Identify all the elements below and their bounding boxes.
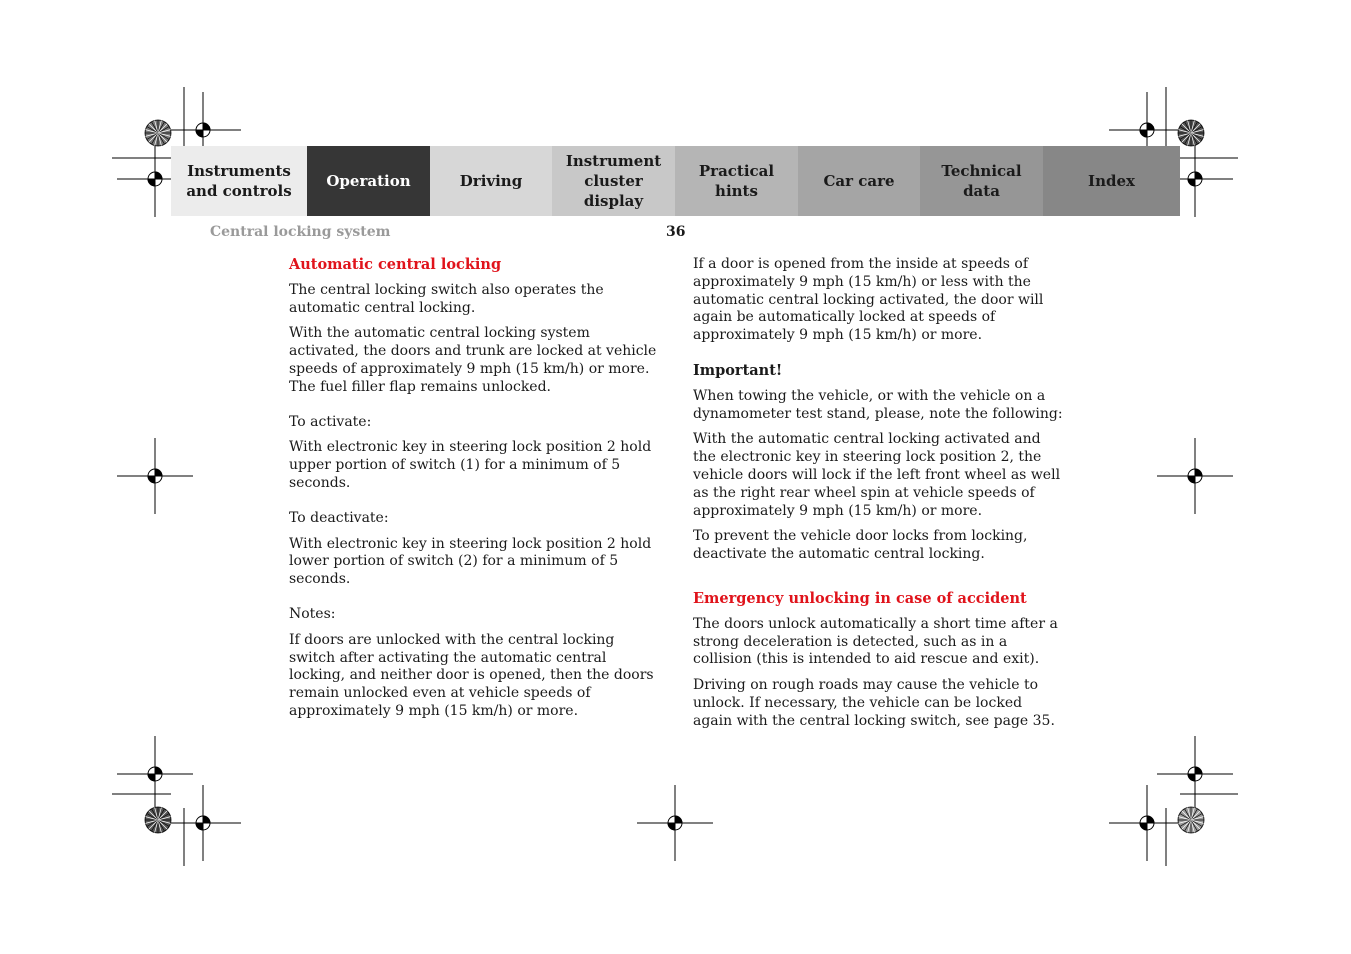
tab-practical-hints[interactable]: Practical hints — [675, 146, 798, 216]
tab-driving[interactable]: Driving — [430, 146, 552, 216]
registration-mark-icon — [117, 438, 193, 514]
activate-label: To activate: — [289, 413, 372, 430]
paragraph: The doors unlock automatically a short time after a strong deceleration is detected, such as in a collision (this is intended to aid rescue and exit). — [693, 615, 1058, 668]
tab-instruments-and-controls[interactable]: Instruments and controls — [171, 146, 307, 216]
registration-mark-icon — [1157, 736, 1233, 812]
section-title: Central locking system — [210, 224, 391, 240]
registration-mark-icon — [117, 736, 193, 812]
registration-mark-icon — [637, 785, 713, 861]
registration-mark-icon — [1157, 438, 1233, 514]
paragraph: With the automatic central locking activated and the electronic key in steering lock position 2, the vehicle doors will lock if the left front wheel as well as the right rear wheel spin at vehicle speeds of approximately 9 mph (15 km/h) or more. — [693, 431, 1061, 519]
paragraph: If a door is opened from the inside at speeds of approximately 9 mph (15 km/h) or less with the automatic central locking activated, the door will again be automatically locked at speeds of approximately 9 mph (15 km/h) or more. — [693, 256, 1044, 344]
paragraph: The central locking switch also operates the automatic central locking. — [289, 281, 604, 316]
left-column — [289, 256, 664, 721]
paragraph: When towing the vehicle, or with the vehicle on a dynamometer test stand, please, note the following: — [693, 387, 1063, 422]
notes-label: Notes: — [289, 605, 336, 622]
tab-instrument-cluster-display[interactable]: Instrument cluster display — [552, 146, 675, 216]
chapter-tab-bar — [171, 146, 1180, 216]
starburst-mark-icon — [1178, 120, 1204, 146]
important-label: Important! — [693, 361, 783, 379]
tab-index[interactable]: Index — [1043, 146, 1180, 216]
activate-instructions: With electronic key in steering lock position 2 hold upper portion of switch (1) for a minimum of 5 seconds. — [289, 439, 652, 491]
deactivate-instructions: With electronic key in steering lock position 2 hold lower portion of switch (2) for a minimum of 5 seconds. — [289, 535, 652, 588]
notes-text: If doors are unlocked with the central locking switch after activating the automatic central locking, and neither door is opened, then the doors remain unlocked even at vehicle speeds of approximately 9 mph (15 km/h) or more. — [289, 631, 654, 719]
paragraph: Driving on rough roads may cause the vehicle to unlock. If necessary, the vehicle can be locked again with the central locking switch, see page 35. — [693, 677, 1055, 729]
page-number: 36 — [666, 224, 686, 240]
starburst-mark-icon — [145, 807, 171, 833]
paragraph: To prevent the vehicle door locks from locking, deactivate the automatic central locking. — [693, 528, 1028, 563]
tab-operation[interactable]: Operation — [307, 146, 430, 216]
deactivate-label: To deactivate: — [289, 509, 389, 526]
paragraph: With the automatic central locking system activated, the doors and trunk are locked at vehicle speeds of approximately 9 mph (15 km/h) or more. The fuel filler flap remains unlocked. — [289, 325, 657, 395]
heading-automatic-central-locking: Automatic central locking — [289, 256, 502, 273]
registration-mark-icon — [1109, 785, 1185, 861]
starburst-mark-icon — [145, 120, 171, 146]
tab-technical-data[interactable]: Technical data — [920, 146, 1043, 216]
tab-car-care[interactable]: Car care — [798, 146, 920, 216]
registration-mark-icon — [165, 785, 241, 861]
starburst-mark-icon — [1178, 807, 1204, 833]
heading-emergency-unlocking: Emergency unlocking in case of accident — [693, 589, 1027, 607]
right-column — [693, 256, 1065, 731]
